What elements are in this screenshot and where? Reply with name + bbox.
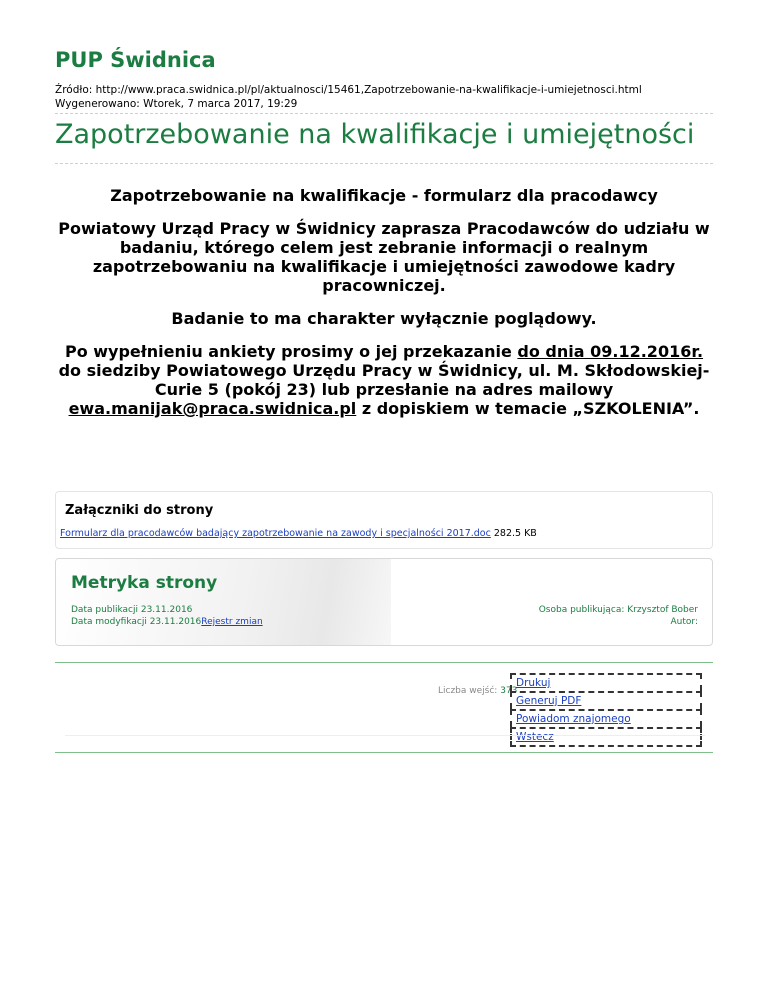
attachment-link[interactable]: Formularz dla pracodawców badający zapotrzebowanie na zawody i specjalności 2017.doc [60, 528, 491, 539]
modification-date [71, 616, 263, 628]
attachment-size: 282.5 KB [490, 528, 537, 539]
publication-date: Data publikacji 23.11.2016 [71, 605, 193, 615]
notify-friend-link[interactable]: Powiadom znajomego [510, 709, 702, 727]
attachments-title: Załączniki do strony [65, 503, 214, 518]
article-subtitle: Zapotrzebowanie na kwalifikacje - formularz dla pracodawcy [110, 186, 658, 205]
back-link[interactable]: Wstecz [510, 727, 702, 747]
page-metrics-panel [55, 558, 713, 646]
divider [65, 735, 705, 736]
visit-counter [438, 686, 517, 696]
footer-divider [55, 662, 713, 663]
article-text: z dopiskiem w temacie „SZKOLENIA”. [356, 399, 700, 418]
author: Autor: [670, 617, 698, 627]
attachment-item [60, 528, 537, 539]
email-address: ewa.manijak@praca.swidnica.pl [68, 399, 357, 418]
metrics-header-background [56, 559, 391, 645]
article-paragraph [55, 342, 713, 418]
print-link[interactable]: Drukuj [510, 673, 702, 691]
deadline-date: do dnia 09.12.2016r. [517, 342, 704, 361]
publisher: Osoba publikująca: Krzysztof Bober [538, 605, 698, 615]
changelog-link[interactable]: Rejestr zmian [201, 617, 263, 627]
attachments-panel [55, 491, 713, 549]
article-paragraph: Powiatowy Urząd Pracy w Świdnicy zaprasza Pracodawców do udziału w badaniu, którego celem jest zebranie informacji o realnym zapotrzebowaniu na kwalifikacje i umiejętności zawodowe kadry pracowniczej. [58, 219, 710, 295]
visit-counter-value: 373 [500, 686, 518, 696]
metrics-dates [71, 604, 263, 628]
article-body [55, 186, 713, 432]
site-title: PUP Świdnica [55, 48, 216, 72]
generated-date: Wygenerowano: Wtorek, 7 marca 2017, 19:29 [55, 98, 298, 110]
article-paragraph: Badanie to ma charakter wyłącznie poglądowy. [171, 309, 597, 328]
article-text: Po wypełnieniu ankiety prosimy o jej przekazanie [64, 342, 518, 361]
visit-counter-label: Liczba wejść: [438, 686, 501, 696]
divider [55, 113, 713, 114]
source-url: Źródło: http://www.praca.swidnica.pl/pl/aktualnosci/15461,Zapotrzebowanie-na-kwalifikacje-i-umiejetnosci.html [55, 84, 642, 96]
metrics-title: Metryka strony [71, 573, 218, 593]
footer-divider [55, 752, 713, 753]
article-text: do siedziby Powiatowego Urzędu Pracy w Świdnicy, ul. M. Skłodowskiej-Curie 5 (pokój 23) lub przesłanie na adres mailowy [58, 361, 710, 399]
page-title: Zapotrzebowanie na kwalifikacje i umiejętności [55, 119, 695, 150]
modification-date-text: Data modyfikacji 23.11.2016 [71, 617, 202, 627]
generate-pdf-link[interactable]: Generuj PDF [510, 691, 702, 709]
divider [55, 163, 713, 164]
metrics-people [539, 604, 698, 628]
